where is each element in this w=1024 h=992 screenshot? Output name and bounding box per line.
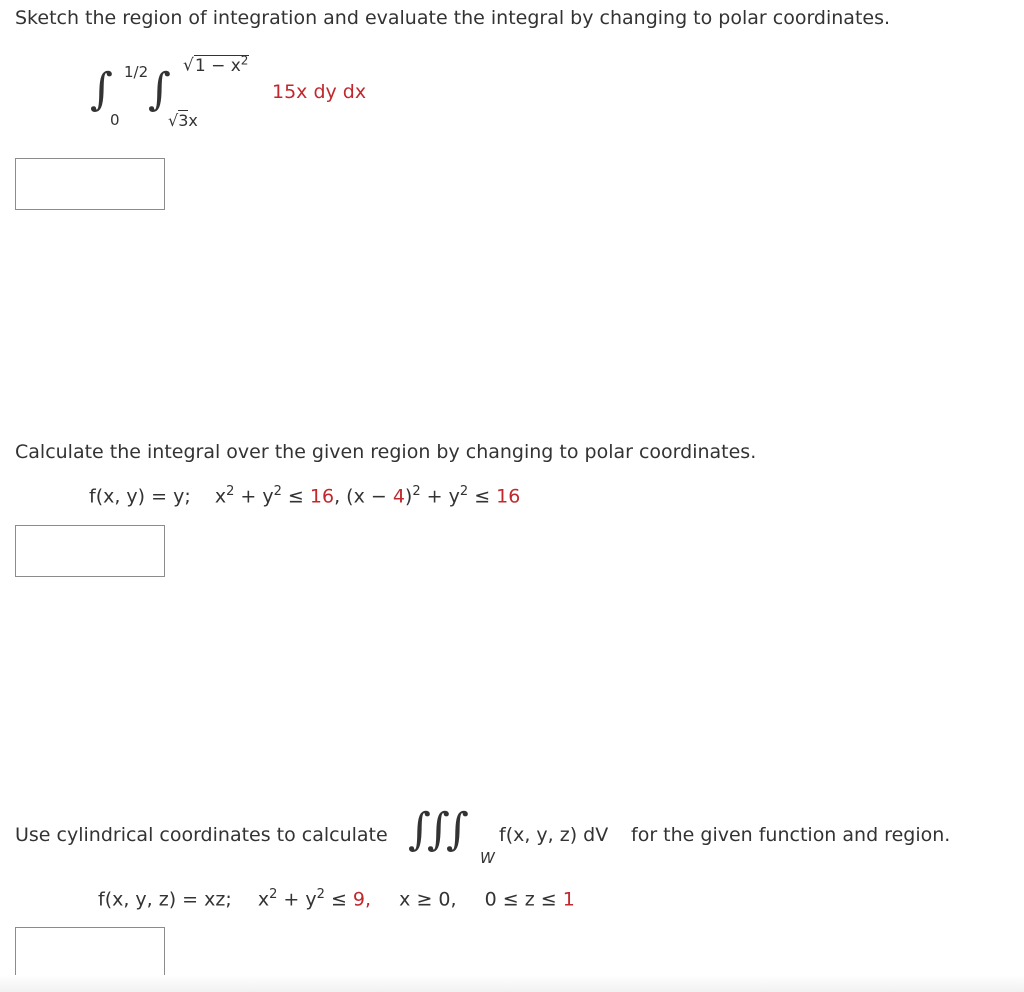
problem1-instruction: Sketch the region of integration and evaluate the integral by changing to polar coordinates. [15, 7, 891, 29]
outer-upper-limit: 1/2 [124, 63, 149, 81]
answer-input-2[interactable] [15, 525, 165, 577]
integral-region-subscript: W [480, 849, 495, 867]
radius-squared-value: 9, [352, 888, 372, 911]
radius-value-2: 16 [496, 485, 521, 508]
center-shift-value: 4 [392, 485, 405, 508]
page-bottom-shadow [0, 975, 1024, 992]
radius-value-1: 16 [309, 485, 335, 508]
function-definition: f(x, y, z) = xz; [98, 888, 232, 911]
outer-integral-sign: ∫ [90, 64, 113, 115]
problem3-region: f(x, y, z) = xz; $x^2 + y^2 \le 9$, x ≥ 0, 0 ≤ z ≤ 1 [98, 887, 575, 911]
problem3-instruction-before: Use cylindrical coordinates to calculate [15, 824, 388, 846]
inner-integral-sign: ∫ [148, 64, 171, 115]
triple-integral-sign-3: ∫ [446, 804, 469, 855]
triple-integral-sign-2: ∫ [427, 804, 450, 855]
inner-lower-limit: √3x [168, 111, 198, 130]
radical-sign-icon: √ [183, 55, 194, 76]
outer-lower-limit: 0 [110, 111, 120, 129]
problem2-instruction: Calculate the integral over the given region by changing to polar coordinates. [15, 441, 757, 463]
radical-sign-icon: √ [168, 111, 179, 130]
answer-input-1[interactable] [15, 158, 165, 210]
problem3-instruction-after: for the given function and region. [631, 824, 951, 846]
function-definition: f(x, y) = y; [89, 485, 191, 508]
triple-integral-sign-1: ∫ [408, 804, 431, 855]
z-upper-value: 1 [562, 888, 575, 911]
answer-input-3[interactable] [15, 927, 165, 979]
integrand: 15x dy dx [272, 81, 367, 103]
problem2-region: f(x, y) = y; $x^2 + y^2 \le 16$, $(x - 4)^2 + y^2 \le 16$ [89, 484, 521, 508]
problem3-integrand: f(x, y, z) dV [499, 824, 609, 846]
inner-upper-limit: $√1 - x^2$ [183, 53, 249, 76]
